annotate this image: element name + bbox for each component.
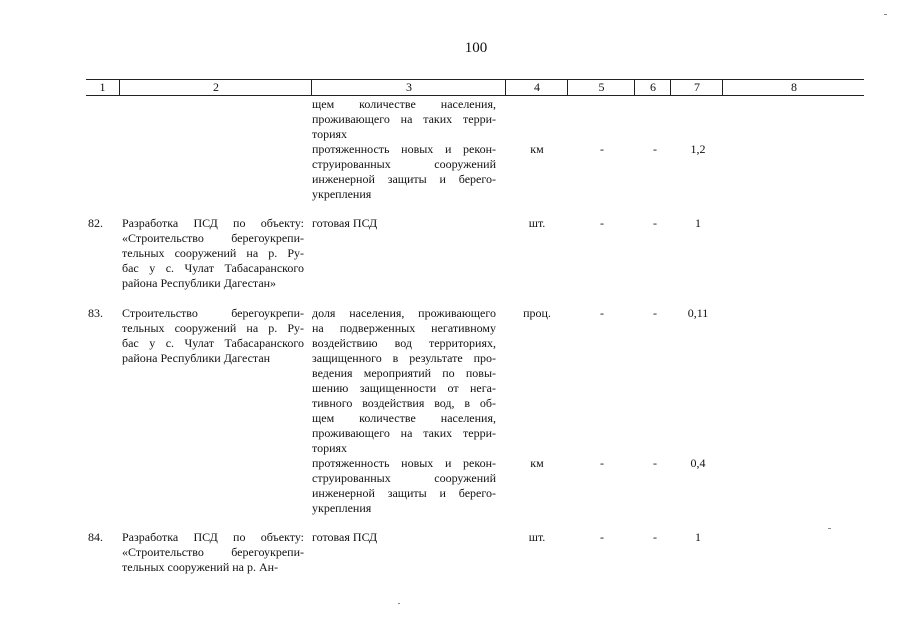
col5-cell: - xyxy=(600,216,604,230)
text-line: «Строительство берегоукрепи- xyxy=(122,545,304,559)
text-line: инженерной защиты и берего- xyxy=(312,172,496,186)
text-line: тельных сооружений на р. Ру- xyxy=(122,321,304,335)
text-line: струированных сооружений xyxy=(312,157,496,171)
text-line: ториях xyxy=(312,127,348,141)
text-line: готовая ПСД xyxy=(312,530,378,544)
column-header-1: 1 xyxy=(99,80,106,94)
scan-speck xyxy=(398,603,400,604)
unit-cell: шт. xyxy=(528,216,546,230)
row-number: 84. xyxy=(88,530,103,544)
text-line: протяженность новых и рекон- xyxy=(312,142,496,156)
text-line: струированных сооружений xyxy=(312,471,496,485)
col6-cell: - xyxy=(653,530,657,544)
value-cell: 0,4 xyxy=(690,456,706,470)
text-line: инженерной защиты и берего- xyxy=(312,486,496,500)
value-cell: 1,2 xyxy=(690,142,706,156)
text-line: бас у с. Чулат Табасаранского xyxy=(122,336,304,350)
text-line: готовая ПСД xyxy=(312,216,378,230)
column-header-8: 8 xyxy=(722,80,865,95)
text-line: ториях xyxy=(312,441,348,455)
text-line: шению защищенности от нега- xyxy=(312,381,496,395)
object-name xyxy=(122,306,304,366)
indicator-text xyxy=(312,142,496,202)
text-line: щем количестве населения, xyxy=(312,97,496,111)
col5-cell: - xyxy=(600,142,604,156)
column-header-6: 6 xyxy=(634,80,671,95)
text-line: «Строительство берегоукрепи- xyxy=(122,231,304,245)
scan-speck xyxy=(828,528,831,529)
col5-cell: - xyxy=(600,530,604,544)
indicator-text xyxy=(312,97,496,142)
col6-cell: - xyxy=(653,306,657,320)
indicator-text xyxy=(312,306,496,456)
text-line: доля населения, проживающего xyxy=(312,306,496,320)
value-cell: 1 xyxy=(695,530,701,544)
column-header-2: 2 xyxy=(119,80,312,95)
column-header-7: 7 xyxy=(670,80,723,95)
indicator-text xyxy=(312,530,496,545)
col6-cell: - xyxy=(653,456,657,470)
indicator-text xyxy=(312,216,496,231)
unit-cell: км xyxy=(530,142,544,156)
text-line: тельных сооружений на р. Ру- xyxy=(122,246,304,260)
text-line: на подверженных негативному xyxy=(312,321,496,335)
text-line: ведения мероприятий по повы- xyxy=(312,366,496,380)
text-line: воздействию вод территориях, xyxy=(312,336,496,350)
unit-cell: км xyxy=(530,456,544,470)
text-line: Разработка ПСД по объекту: xyxy=(122,216,304,230)
text-line: защищенного в результате про- xyxy=(312,351,496,365)
col5-cell: - xyxy=(600,456,604,470)
unit-cell: шт. xyxy=(528,530,546,544)
col5-cell: - xyxy=(600,306,604,320)
unit-cell: проц. xyxy=(523,306,551,320)
page-number: 100 xyxy=(464,40,488,56)
text-line: щем количестве населения, xyxy=(312,411,496,425)
table-header-row xyxy=(86,79,864,96)
text-line: укрепления xyxy=(312,187,372,201)
column-header-4: 4 xyxy=(505,80,568,95)
text-line: проживающего на таких терри- xyxy=(312,426,496,440)
text-line: тельных сооружений на р. Ан- xyxy=(122,560,279,574)
text-line: бас у с. Чулат Табасаранского xyxy=(122,261,304,275)
text-line: тивного воздействия вод, в об- xyxy=(312,396,496,410)
object-name xyxy=(122,530,304,575)
text-line: проживающего на таких терри- xyxy=(312,112,496,126)
row-number: 82. xyxy=(88,216,103,230)
text-line: Строительство берегоукрепи- xyxy=(122,306,304,320)
value-cell: 1 xyxy=(695,216,701,230)
text-line: Разработка ПСД по объекту: xyxy=(122,530,304,544)
column-header-3: 3 xyxy=(311,80,506,95)
column-header-5: 5 xyxy=(567,80,635,95)
col6-cell: - xyxy=(653,142,657,156)
text-line: района Республики Дагестан xyxy=(122,351,271,365)
object-name xyxy=(122,216,304,291)
col6-cell: - xyxy=(653,216,657,230)
indicator-text xyxy=(312,456,496,516)
value-cell: 0,11 xyxy=(687,306,709,320)
text-line: протяженность новых и рекон- xyxy=(312,456,496,470)
text-line: укрепления xyxy=(312,501,372,515)
row-number: 83. xyxy=(88,306,103,320)
scan-speck xyxy=(884,14,887,15)
text-line: района Республики Дагестан» xyxy=(122,276,277,290)
